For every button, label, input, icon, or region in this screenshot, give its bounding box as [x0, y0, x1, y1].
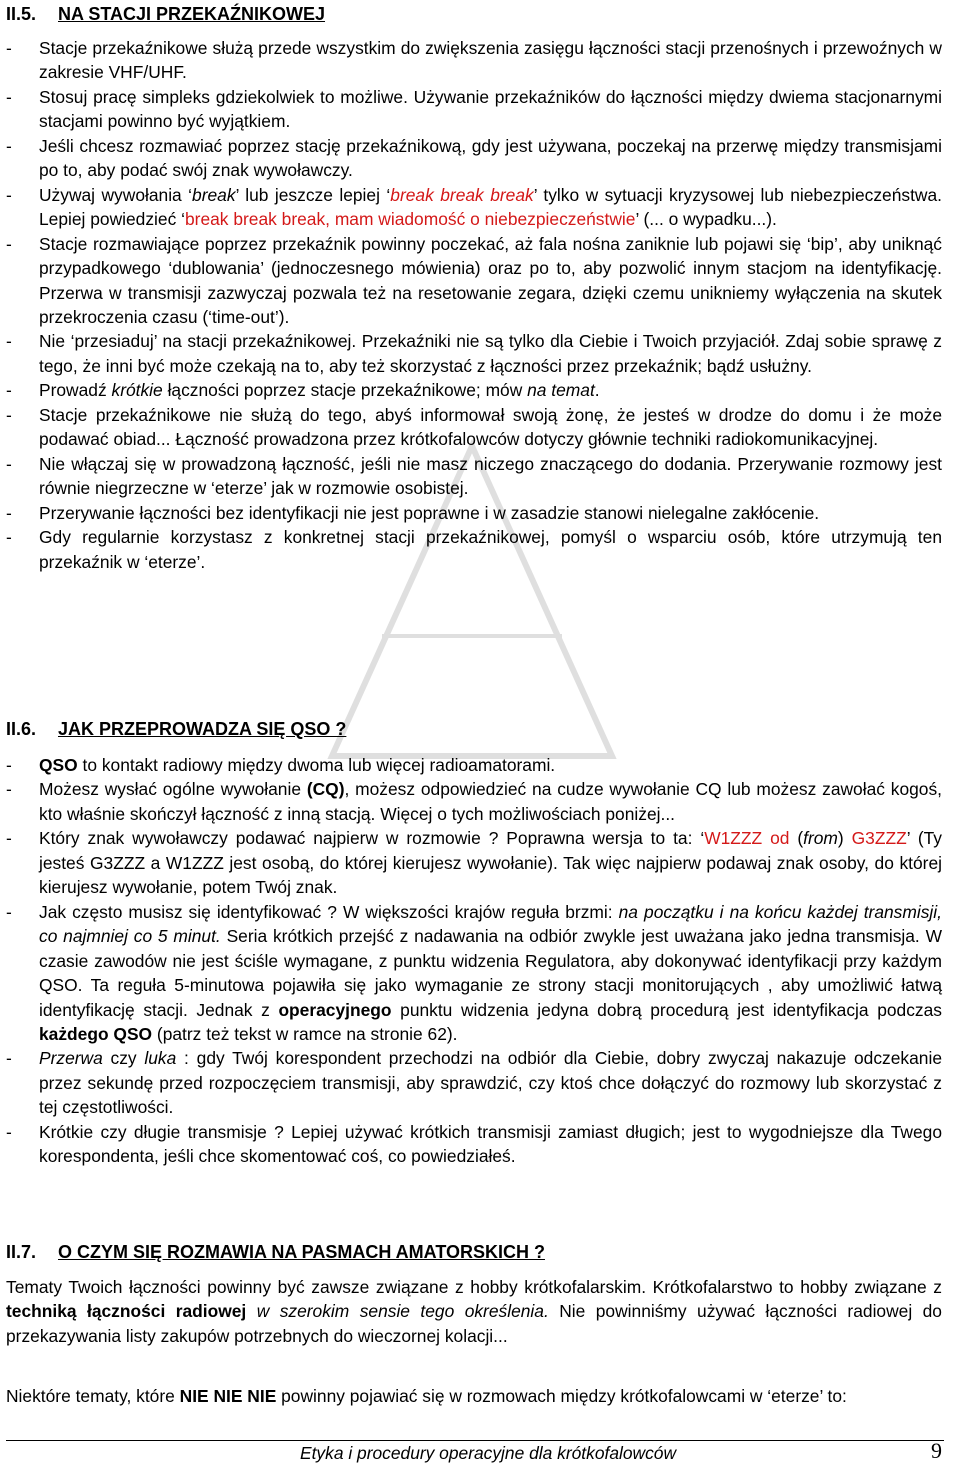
text-run: ’ tylko w sytuacji kryzysowej lub niebezpieczeństwa. Lepiej powiedzieć ‘ — [39, 184, 942, 230]
section-list-5 — [6, 36, 942, 574]
text-run: ( — [789, 828, 804, 849]
text-run: ’ lub jeszcze lepiej ‘ — [235, 184, 391, 205]
text-run: Nie włączaj się w prowadzoną łączność, jeśli nie masz niczego znaczącego do dodania. Przerywanie rozmowy jest równie niegrzeczne w ‘eterze’ jak w rozmowie osobistej. — [39, 453, 942, 499]
section-title: JAK PRZEPROWADZA SIĘ QSO ? — [58, 719, 347, 739]
list-item — [6, 85, 942, 134]
list-item — [6, 1120, 942, 1169]
section-number: II.6. — [6, 719, 37, 739]
list-item — [6, 378, 942, 402]
text-run: na temat — [527, 380, 595, 401]
list-item — [6, 403, 942, 452]
text-run: Używaj wywołania ‘ — [39, 184, 193, 205]
text-run — [246, 1301, 256, 1321]
footer-divider — [6, 1440, 944, 1441]
text-run: ) — [837, 828, 852, 849]
list-item — [6, 36, 942, 85]
list-item — [6, 1046, 942, 1119]
text-run: Przerywanie łączności bez identyfikacji nie jest poprawne i w zasadzie stanowi nielegalne zakłócenie. — [39, 502, 820, 523]
list-item — [6, 501, 942, 525]
list-item — [6, 232, 942, 330]
text-run: break break break, mam wiadomość o niebezpieczeństwie — [184, 209, 636, 230]
section-title: NA STACJI PRZEKAŹNIKOWEJ — [58, 4, 326, 24]
text-run: : gdy Twój korespondent przechodzi na odbiór dla Ciebie, dobry zwyczaj nakazuje odczekanie przez sekundę przed rozpoczęciem transmisji, aby sprawdzić, czy ktoś chce dołączyć do rozmowy lub skorzystać z tej częstotliwości. — [39, 1048, 942, 1118]
text-run: Który znak wywoławczy podawać najpierw w rozmowie ? Poprawna wersja to ta: ‘ — [39, 828, 705, 849]
list-item — [6, 329, 942, 378]
text-run: na początku i na końcu każdej transmisji, co najmniej co 5 minut. — [39, 901, 942, 947]
paragraph — [6, 1384, 942, 1408]
text-run: Jak często musisz się identyfikować ? W większości krajów reguła brzmi: — [39, 901, 619, 922]
list-item — [6, 826, 942, 899]
text-run: Seria krótkich przejść z nadawania na odbiór zwykle jest uważana jako jedna transmisja. W czasie zawodów nie jest ściśle wymagane, z punktu widzenia Regulatora, aby dokonywać identyfikacji przy każdym QSO. Ta reguła 5-minutowa pojawiła się jako wymaganie ze strony stacji monitorujących , aby umożliwić łatwą identyfikację stacji. Jednak z — [39, 926, 942, 1020]
text-run: łączności poprzez stacje przekaźnikowe; mów — [162, 380, 528, 401]
text-run: techniką łączności radiowej — [6, 1301, 247, 1322]
text-run: (patrz też tekst w ramce na stronie 62). — [152, 1023, 458, 1044]
section-number: II.7. — [6, 1242, 37, 1262]
text-run: to kontakt radiowy między dwoma lub więcej radioamatorami. — [77, 755, 556, 775]
text-run: Jeśli chcesz rozmawiać poprzez stację przekaźnikową, gdy jest używana, poczekaj na przerwę między transmisjami po to, aby podać swój znak wywoławczy. — [39, 135, 942, 181]
paragraph — [6, 1275, 942, 1348]
text-run: w szerokim sensie tego określenia. — [256, 1301, 549, 1322]
section-list-6 — [6, 753, 942, 1169]
text-run: Stosuj pracę simpleks gdziekolwiek to możliwe. Używanie przekaźników do łączności między dwiema stacjonarnymi stacjami powinno być wyjątkiem. — [39, 86, 942, 132]
text-run: , możesz odpowiedzieć na cudze wywołanie CQ lub możesz zawołać kogoś, kto właśnie skończył łączność z inną stacją. Więcej o tych możliwościach poniżej... — [39, 779, 943, 824]
text-run: W1ZZZ od — [704, 828, 790, 849]
list-item — [6, 183, 942, 232]
text-run: luka — [144, 1048, 177, 1069]
list-item — [6, 525, 942, 574]
list-item — [6, 452, 942, 501]
section-number: II.5. — [6, 4, 37, 24]
text-run: QSO — [39, 755, 78, 775]
section-heading-7 — [6, 1240, 545, 1264]
text-run: Prowadź — [39, 380, 112, 401]
text-run: Nie powinniśmy używać łączności radiowej do przekazywania listy zakupów potrzebnych do wieczornej kolacji... — [6, 1301, 942, 1346]
section-heading-6 — [6, 717, 346, 741]
text-run: Tematy Twoich łączności powinny być zawsze związane z hobby krótkofalarskim. Krótkofalarstwo to hobby związane z — [6, 1277, 942, 1297]
list-item — [6, 900, 942, 1047]
text-run: Stacje przekaźnikowe nie służą do tego, abyś informował swoją żonę, że jesteś w drodze do domu i że może podawać obiad... Łączność prowadzona przez krótkofalowców dotyczy głównie techniki radiokomunikacyjnej. — [39, 404, 942, 450]
text-run: break — [192, 184, 236, 205]
text-run: Przerwa — [39, 1048, 103, 1069]
text-run: Krótkie czy długie transmisje ? Lepiej używać krótkich transmisji zamiast długich; jest to wygodniejsze dla Twego korespondenta, jeśli chce skomentować coś, co powiedziałeś. — [39, 1121, 942, 1167]
text-run: Gdy regularnie korzystasz z konkretnej stacji przekaźnikowej, pomyśl o wsparciu osób, które utrzymują ten przekaźnik w ‘eterze’. — [39, 527, 942, 572]
text-run: operacyjnego — [278, 999, 392, 1020]
text-run: powinny pojawiać się w rozmowach między krótkofalowcami w ‘eterze’ to: — [276, 1386, 847, 1406]
text-run: każdego QSO — [39, 1023, 153, 1044]
text-run: Nie ‘przesiaduj’ na stacji przekaźnikowej. Przekaźniki nie są tylko dla Ciebie i Twoich przyjaciół. Zdaj sobie sprawę z tego, że inni być może czekają na to, aby też skorzystać z łączności przez przekaźnik; bądź usłużny. — [39, 331, 942, 376]
text-run: Niektóre tematy, które — [6, 1386, 180, 1406]
text-run: punktu widzenia jedyna dobrą procedurą jest identyfikacja podczas — [391, 999, 942, 1020]
list-item — [6, 134, 942, 183]
text-run: ’ (Ty jesteś G3ZZZ a W1ZZZ jest osobą, do której kierujesz wywołanie). Tak więc najpierw podawaj znak osoby, do której kierujesz wywołanie, potem Twój znak. — [39, 828, 942, 898]
text-run: (CQ) — [306, 779, 345, 800]
text-run: G3ZZZ — [851, 828, 907, 849]
text-run: ’ (... o wypadku...). — [635, 209, 777, 230]
section-title: O CZYM SIĘ ROZMAWIA NA PASMACH AMATORSKICH ? — [58, 1242, 545, 1262]
text-run: Możesz wysłać ogólne wywołanie — [39, 779, 307, 800]
list-item — [6, 777, 942, 826]
footer-title: Etyka i procedury operacyjne dla krótkofalowców — [300, 1443, 677, 1463]
text-run: NIE NIE NIE — [179, 1386, 277, 1406]
section-heading-5 — [6, 2, 325, 26]
text-run: break break break — [390, 184, 534, 205]
text-run: czy — [102, 1048, 145, 1069]
text-run: Stacje przekaźnikowe służą przede wszystkim do zwiększenia zasięgu łączności stacji przenośnych i przewoźnych w zakresie VHF/UHF. — [39, 38, 942, 83]
text-run: . — [594, 380, 600, 401]
text-run: krótkie — [111, 380, 163, 401]
text-run: from — [803, 828, 838, 849]
list-item — [6, 753, 942, 777]
page-number: 9 — [931, 1438, 942, 1463]
text-run: Stacje rozmawiające poprzez przekaźnik powinny poczekać, aż fala nośna zaniknie lub pojawi się ‘bip’, aby uniknąć przypadkowego ‘dublowania’ (jednoczesnego mówienia) oraz po to, aby pozwolić innym stacjom na identyfikację. Przerwa w transmisji zazwyczaj pozwala też na resetowanie zegara, dzięki czemu unikniemy wyłączenia na skutek przekroczenia czasu (‘time-out’). — [39, 233, 942, 327]
